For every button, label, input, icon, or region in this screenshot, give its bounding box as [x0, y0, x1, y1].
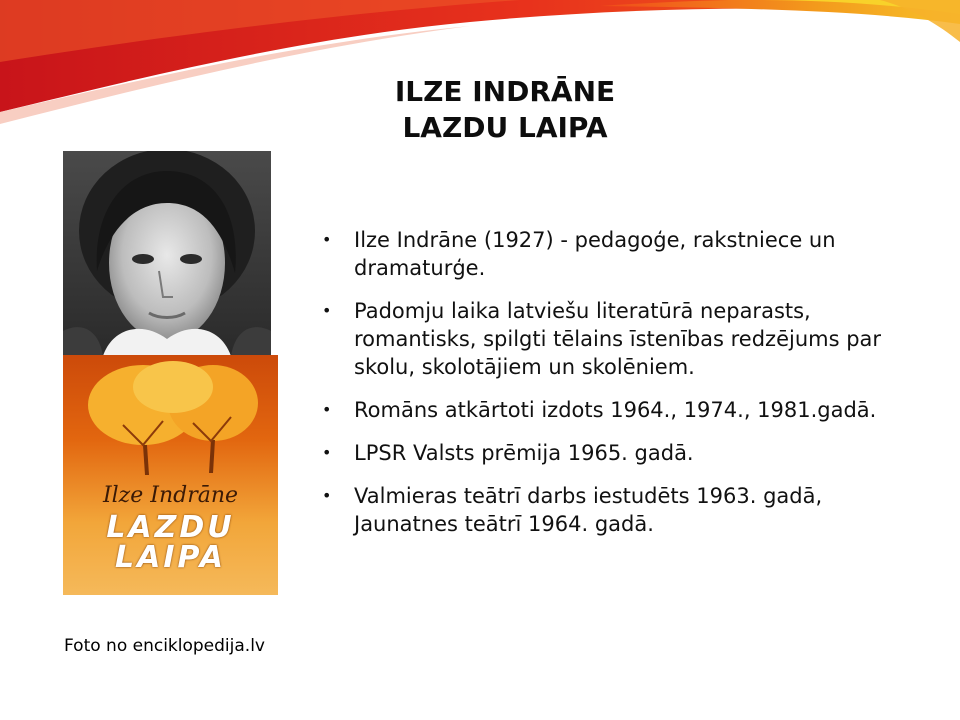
bullet-glyph: • [322, 443, 332, 462]
book-cover-image [63, 355, 278, 595]
book-cover-title-line1: LAZDU [106, 510, 235, 545]
bullet-text: LPSR Valsts prēmija 1965. gadā. [354, 441, 694, 465]
bullet-glyph: • [322, 230, 332, 249]
bullet-item [322, 396, 902, 424]
title-line-author: ILZE INDRĀNE [394, 75, 616, 108]
bullet-text: Ilze Indrāne (1927) - pedagoģe, rakstniece un dramaturģe. [354, 228, 836, 280]
photo-caption: Foto no enciklopedija.lv [64, 636, 265, 656]
book-cover-title [63, 510, 278, 575]
slide-title [340, 74, 670, 146]
bullet-item [322, 439, 902, 467]
bullet-text: Valmieras teātrī darbs iestudēts 1963. gadā, Jaunatnes teātrī 1964. gadā. [354, 484, 823, 536]
bullet-item [322, 297, 902, 381]
author-portrait-photo [63, 151, 271, 356]
bullet-text: Romāns atkārtoti izdots 1964., 1974., 1981.gadā. [354, 398, 877, 422]
bullet-glyph: • [322, 486, 332, 505]
bullet-text: Padomju laika latviešu literatūrā neparasts, romantisks, spilgti tēlains īstenības redzējums par skolu, skolotājiem un skolēniem. [354, 299, 882, 379]
portrait-illustration [63, 151, 271, 356]
title-line-work: LAZDU LAIPA [402, 111, 608, 144]
book-cover-title-line2: LAIPA [115, 540, 226, 575]
bullet-item [322, 226, 902, 282]
bullet-glyph: • [322, 301, 332, 320]
book-cover-author: Ilze Indrāne [102, 483, 239, 508]
bullet-list [322, 226, 902, 553]
bullet-item [322, 482, 902, 538]
bullet-glyph: • [322, 400, 332, 419]
